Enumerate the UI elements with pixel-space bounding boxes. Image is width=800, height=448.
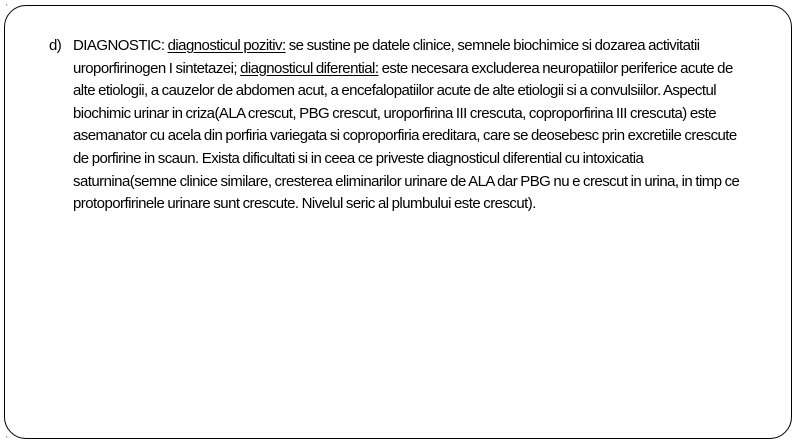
corner-mark-top: '	[6, 3, 8, 12]
positive-diagnosis-label: diagnosticul pozitiv:	[167, 37, 286, 54]
differential-diagnosis-label: diagnosticul diferential:	[240, 59, 379, 77]
list-item-diagnostic	[49, 35, 749, 216]
slide-content	[49, 35, 749, 216]
corner-mark-bottom: '	[6, 435, 8, 444]
differential-diagnosis-text: este necesara excluderea neuropatiilor periferice acute de alte etiologii, a cauzelor de abdomen acut, a encefalopatiilor acute de alte etiologii si a convulsiilor. Aspectul biochimic urinar in criza(ALA crescut, PBG crescut, uroporfirina III crescuta, coproporfirina III crescuta) este asemanator cu acela din porfiria variegata si coproporfiria ereditara, care se deosebesc prin excretiile crescute de porfirine in scaun. Exista dificultati si in ceea ce priveste diagnosticul diferential cu intoxicatia saturnina(semne clinice similare, cresterea eliminarilor urinare de ALA dar PBG nu e crescut in urina, in timp ce protoporfirinele urinare sunt crescute. Nivelul seric al plumbului este crescut).	[73, 59, 740, 213]
list-marker: d)	[49, 37, 62, 54]
diagnostic-heading: DIAGNOSTIC:	[73, 37, 168, 54]
positive-diagnosis-text: se sustine pe datele clinice, semnele biochimice si dozarea activitatii uroporfirinogen I sintetazei;	[73, 37, 700, 77]
